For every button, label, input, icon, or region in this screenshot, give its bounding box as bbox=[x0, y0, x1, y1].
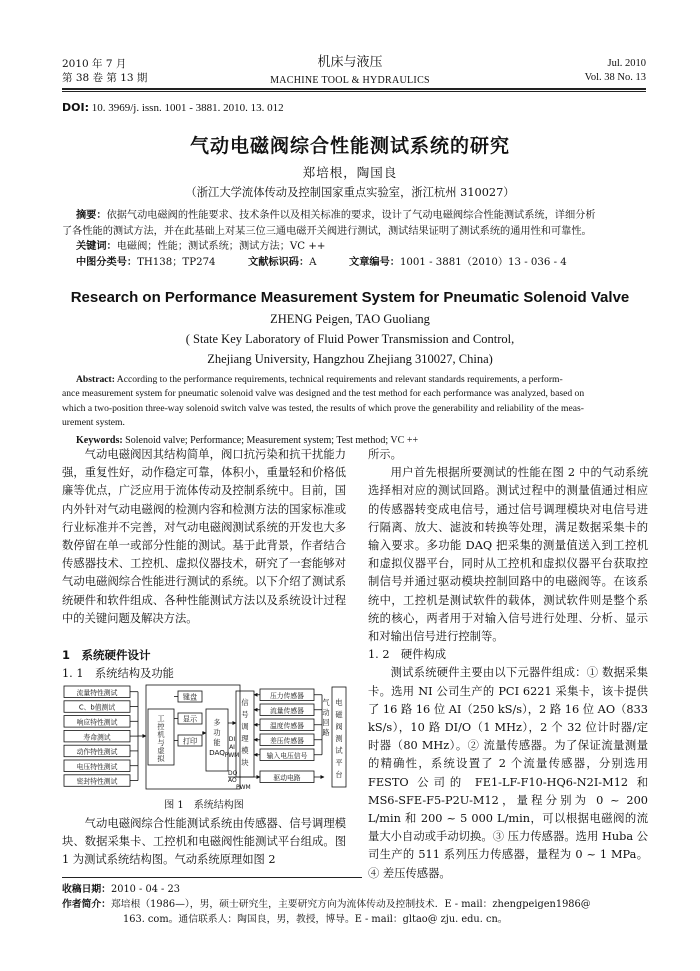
sensor-label: 差压传感器 bbox=[270, 736, 304, 745]
test-platform-char: 平 bbox=[335, 758, 343, 767]
sensor-label: 压力传感器 bbox=[270, 691, 304, 700]
doc-code-label: 文献标识码： bbox=[248, 256, 310, 268]
abstract-cn bbox=[62, 208, 648, 270]
header-rule bbox=[62, 88, 646, 90]
test-item-label: 寿命测试 bbox=[83, 733, 111, 742]
figure-1-caption: 图 1 系统结构图 bbox=[164, 800, 244, 811]
test-item-label: C、b值测试 bbox=[78, 703, 116, 712]
pneumatic-circuit-char: 气 bbox=[322, 698, 330, 707]
signal-conditioning-char: 理 bbox=[241, 734, 249, 743]
bio-line2: 163. com。通信联系人：陶国良，男，教授，博导。E - mail：gltao@ zju. edu. cn。 bbox=[123, 914, 508, 925]
bio-line1: 郑培根（1986—），男，硕士研究生，主要研究方向为流体传动及控制技术．E - mail：zhengpeigen1986@ bbox=[110, 899, 591, 910]
abstract-cn-line1: 依据气动电磁阀的性能要求、技术条件以及相关标准的要求，设计了气动电磁阀综合性能测试系统，详细分析 bbox=[106, 210, 596, 221]
class-label: 中图分类号： bbox=[76, 256, 138, 268]
signal-conditioning-char: 模 bbox=[241, 746, 249, 755]
doi-label: DOI: bbox=[62, 101, 89, 114]
pneumatic-circuit-char: 动 bbox=[322, 708, 330, 717]
class-value: TH138；TP274 bbox=[137, 256, 216, 268]
signal-conditioning-char: 号 bbox=[241, 710, 249, 719]
abstract-cn-line2: 了各性能的测试方法，并在此基础上对某三位三通电磁开关阀进行测试，测试结果证明了测试系统的通用性和可靠性。 bbox=[62, 225, 592, 237]
paper-title-cn: 气动电磁阀综合性能测试系统的研究 bbox=[189, 135, 510, 157]
abstract-en-l1: According to the performance requirements, technical requirements and relevant standards requirements, a perform- bbox=[116, 374, 563, 385]
keywords-cn: 电磁阀；性能；测试系统；测试方法；VC ++ bbox=[116, 241, 326, 252]
test-platform-char: 试 bbox=[335, 746, 343, 755]
keywords-en-label: Keywords: bbox=[76, 434, 123, 446]
print-label: 打印 bbox=[182, 736, 198, 746]
ipc-char: 控 bbox=[157, 722, 165, 731]
keywords-cn-label: 关键词： bbox=[76, 241, 117, 252]
keyboard-label: 键盘 bbox=[182, 692, 198, 702]
article-number-value: 1001 - 3881（2010）13 - 036 - 4 bbox=[399, 256, 567, 268]
test-item-label: 密封特性测试 bbox=[76, 777, 118, 786]
pneumatic-circuit-char: 回 bbox=[322, 718, 330, 727]
header-date: 2010 年 7 月 bbox=[62, 58, 127, 70]
abstract-en-l4: urement system. bbox=[62, 417, 125, 429]
pneumatic-circuit-char: 路 bbox=[322, 728, 330, 737]
left-column-para2 bbox=[62, 815, 346, 870]
test-flow-paragraph: 用户首先根据所要测试的性能在图 2 中的气动系统选择相对应的测试回路。测试过程中的测量值通过相应的传感器转变成电信号，通过信号调理模块对电信号进行隔离、放大、滤波和转换等处理，满足数据采集卡的输入要求。多功能 DAQ 把采集的测量值送入到工控机和虚拟仪器平台，同时从工控机和虚拟仪器平台获取控制信号并通过驱动模块控制回路中的电磁阀等。在该系统中，工控机是测试软件的载体，测试软件则是整个系统的核心，两者用于对输入信号进行处理、分析、显示和对输出信号进行控制等。 bbox=[368, 466, 648, 644]
right-col-continuation: 所示。 bbox=[368, 448, 402, 461]
signal-conditioning-char: 信 bbox=[241, 698, 249, 707]
pwm-label: PWM bbox=[224, 752, 240, 759]
sensor-label: 流量传感器 bbox=[270, 706, 304, 715]
ipc-char: 机 bbox=[157, 730, 165, 739]
signal-conditioning-char: 块 bbox=[241, 758, 249, 767]
affiliation-en-2: Zhejiang University, Hangzhou Zhejiang 310027, China) bbox=[207, 352, 493, 366]
test-platform-char: 磁 bbox=[335, 710, 343, 719]
test-platform-char: 测 bbox=[335, 734, 343, 743]
ipc-char: 工 bbox=[157, 714, 165, 723]
journal-title-cn: 机床与液压 bbox=[317, 55, 383, 70]
sensor-label: 温度传感器 bbox=[270, 721, 304, 730]
pwm-label-2: PWM bbox=[236, 784, 251, 791]
test-item-label: 响应特性测试 bbox=[76, 718, 118, 727]
footnote-rule bbox=[62, 877, 362, 878]
test-item-label: 电压特性测试 bbox=[76, 762, 118, 771]
header-volume: 第 38 卷 第 13 期 bbox=[62, 72, 148, 84]
hardware-paragraph: 测试系统硬件主要由以下元器件组成：① 数据采集卡。选用 NI 公司生产的 PCI 6221 采集卡，该卡提供了 16 路 16 位 AI（250 kS/s），2 路 16 位 AO（833 kS/s），10 路 DI/O（1 MHz），2 个 32 位计时器/定时器（80 MHz）。② 流量传感器。为了保证流量测量的精确性，系统设置了 2 个流量传感器，分别选用 FESTO 公司的 FE1-LF-F10-HQ6-N2I-M12 和 MS6-SFE-F5-P2U-M12，量程分别为 0 ~ 200 L/min 和 200 ~ 5 000 L/min，可以根据电磁阀的流量大小自动或手动切换。③ 压力传感器。选用 Huba 公司生产的 511 系列压力传感器，量程为 0 ~ 1 MPa。④ 差压传感器。 bbox=[368, 666, 648, 880]
paper-title-en: Research on Performance Measurement System for Pneumatic Solenoid Valve bbox=[70, 289, 630, 306]
bio-label: 作者简介： bbox=[62, 899, 111, 910]
left-column-intro bbox=[62, 446, 346, 628]
do-label: DO bbox=[228, 770, 238, 777]
ai-label: AI bbox=[229, 744, 235, 751]
authors-cn: 郑培根，陶国良 bbox=[302, 165, 398, 180]
header-volume-en: Vol. 38 No. 13 bbox=[584, 72, 646, 83]
authors-en: ZHENG Peigen, TAO Guoliang bbox=[270, 312, 430, 326]
daq-char: 能 bbox=[213, 738, 221, 747]
ipc-char: 虚 bbox=[157, 746, 165, 755]
test-platform-char: 电 bbox=[335, 698, 343, 707]
doc-code-value: A bbox=[309, 256, 317, 268]
system-structure-figure bbox=[62, 683, 348, 795]
right-column bbox=[368, 446, 648, 883]
di-label: DI bbox=[228, 736, 236, 743]
section-1-1-heading: 1. 1 系统结构及功能 bbox=[62, 667, 174, 680]
signal-conditioning-char: 调 bbox=[241, 722, 249, 731]
abstract-en-label: Abstract: bbox=[76, 374, 115, 385]
daq-char: 功 bbox=[213, 728, 221, 737]
abstract-en-l2: ance measurement system for pneumatic solenoid valve was designed and the test method for each performance was analyzed, based on bbox=[62, 388, 585, 400]
affiliation-en-1: ( State Key Laboratory of Fluid Power Transmission and Control, bbox=[185, 332, 515, 346]
received-label: 收稿日期： bbox=[62, 884, 111, 895]
abstract-en bbox=[62, 373, 648, 448]
display-label: 显示 bbox=[182, 714, 198, 724]
test-item-label: 流量特性测试 bbox=[76, 688, 118, 697]
header-rule-thin bbox=[62, 91, 646, 92]
received-date: 2010 - 04 - 23 bbox=[110, 884, 180, 895]
journal-title-en: MACHINE TOOL & HYDRAULICS bbox=[270, 75, 430, 86]
daq-char: 多 bbox=[213, 718, 221, 727]
daq-char: DAQ bbox=[209, 748, 225, 757]
test-item-label: 动作特性测试 bbox=[76, 748, 118, 757]
abstract-en-l3: which a two-position three-way solenoid switch valve was tested, the results of which prove the generability and reliability of the meas- bbox=[62, 402, 584, 414]
test-platform-char: 阀 bbox=[335, 722, 343, 731]
section-1-2-heading: 1. 2 硬件构成 bbox=[368, 648, 447, 662]
test-platform-char: 台 bbox=[335, 770, 343, 779]
doi bbox=[62, 101, 284, 114]
section-1-heading: 1 系统硬件设计 bbox=[62, 648, 151, 662]
article-number-label: 文章编号： bbox=[349, 256, 400, 268]
drive-circuit-label: 驱动电路 bbox=[273, 773, 301, 782]
abstract-cn-label: 摘要： bbox=[76, 210, 107, 221]
ipc-char: 与 bbox=[157, 738, 165, 747]
header-date-en: Jul. 2010 bbox=[607, 58, 646, 69]
ao-label: AO bbox=[228, 777, 237, 784]
doi-value: 10. 3969/j. issn. 1001 - 3881. 2010. 13. 012 bbox=[91, 102, 284, 114]
structure-paragraph: 气动电磁阀综合性能测试系统由传感器、信号调理模块、数据采集卡、工控机和电磁阀性能测试平台组成。图 1 为测试系统结构图。气动系统原理如图 2 bbox=[62, 817, 346, 867]
intro-paragraph: 气动电磁阀因其结构简单，阀口抗污染和抗干扰能力强，重复性好，动作稳定可靠，体积小，重量轻和价格低廉等优点，广泛应用于流体传动及控制系统中。目前，国内外针对气动电磁阀的检测内容和检测方法的国家标准或行业标准并不完善，对气动电磁阀测试系统的开发也大多数停留在单一或部分性能的测试。基于此背景，作者结合传感器技术、工控机、虚拟仪器技术，研究了一套能够对气动电磁阀综合性能进行测试的系统。以下介绍了测试系统硬件和软件组成、各种性能测试方法以及系统设计过程中的关键问题及解决方法。 bbox=[62, 448, 346, 625]
sensor-label: 输入电压信号 bbox=[266, 751, 308, 760]
keywords-en: Solenoid valve; Performance; Measurement system; Test method; VC ++ bbox=[125, 434, 419, 446]
footnote bbox=[62, 882, 648, 927]
affiliation-cn: （浙江大学流体传动及控制国家重点实验室，浙江杭州 310027） bbox=[185, 186, 515, 199]
ipc-char: 拟 bbox=[157, 754, 165, 763]
